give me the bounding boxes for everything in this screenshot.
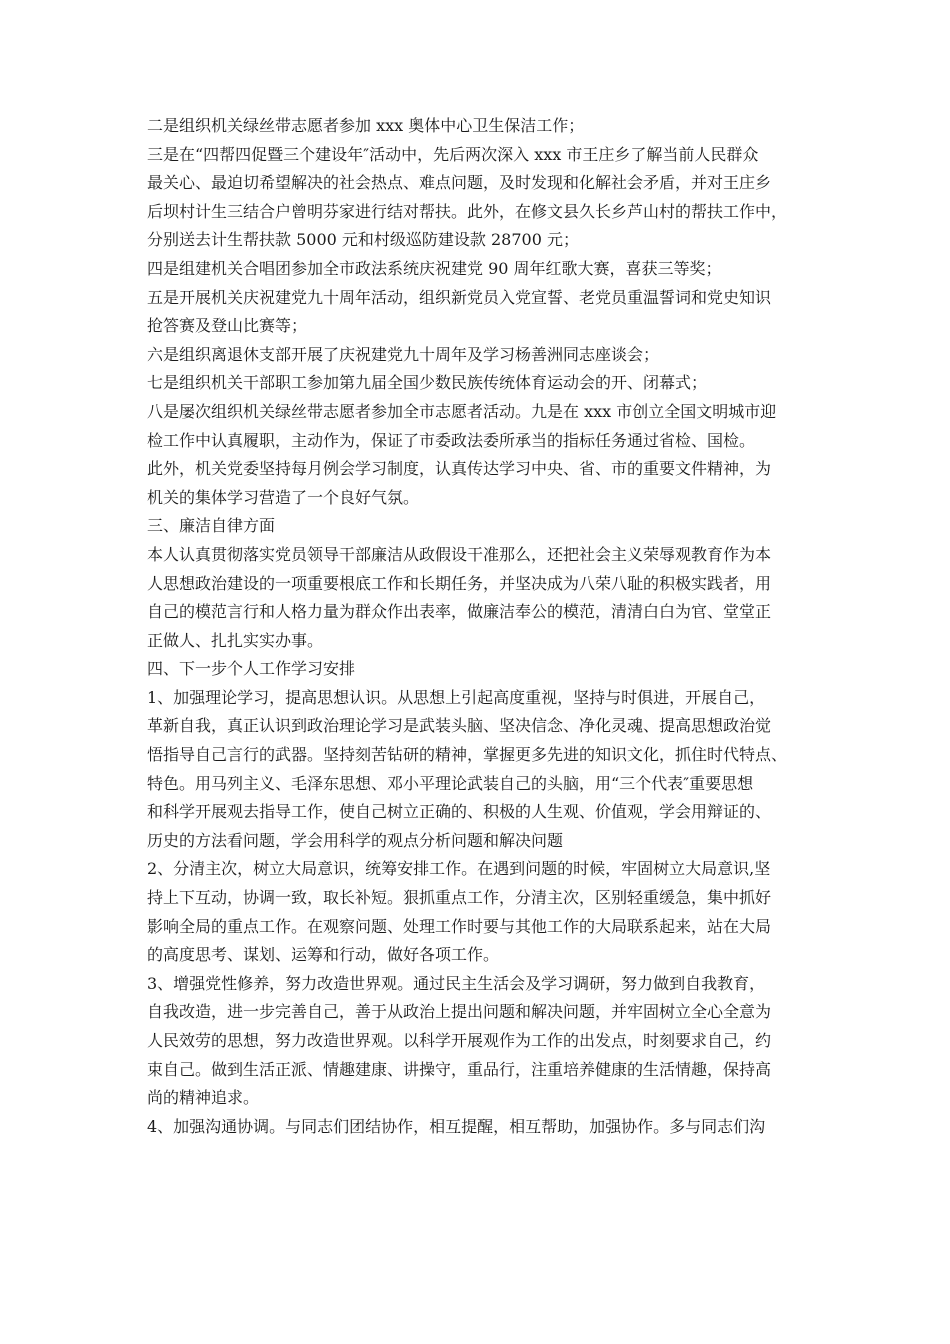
text-line: 自己的模范言行和人格力量为群众作出表率，做廉洁奉公的模范，清清白白为官、堂堂正 [147, 602, 772, 622]
text-line: 后坝村计生三结合户曾明芬家进行结对帮扶。此外，在修文县久长乡芦山村的帮扶工作中， [147, 201, 788, 221]
section-heading: 三、廉洁自律方面 [147, 516, 276, 536]
text-line: 本人认真贯彻落实党员领导干部廉洁从政假设干准那么，还把社会主义荣辱观教育作为本 [147, 544, 772, 564]
text-line: 特色。用马列主义、毛泽东思想、邓小平理论武装自己的头脑，用“三个代表″重要思想 [147, 773, 754, 793]
text-line: 五是开展机关庆祝建党九十周年活动，组织新党员入党宣誓、老党员重温誓词和党史知识 [147, 287, 772, 307]
text-line: 束自己。做到生活正派、情趣建康、讲操守，重品行，注重培养健康的生活情趣，保持高 [147, 1059, 772, 1079]
text-line: 此外，机关党委坚持每月例会学习制度，认真传达学习中央、省、市的重要文件精神，为 [147, 459, 772, 479]
text-line: 4、加强沟通协调。与同志们团结协作，相互提醒，相互帮助，加强协作。多与同志们沟 [147, 1116, 766, 1136]
text-line: 分别送去计生帮扶款 5000 元和村级巡防建设款 28700 元； [147, 230, 579, 250]
text-line: 四是组建机关合唱团参加全市政法系统庆祝建党 90 周年红歌大赛，喜获三等奖； [147, 258, 722, 278]
document-body [147, 112, 812, 1141]
text-line: 人思想政治建设的一项重要根底工作和长期任务，并坚决成为八荣八耻的积极实践者，用 [147, 573, 772, 593]
text-line: 八是屡次组织机关绿丝带志愿者参加全市志愿者活动。九是在 xxx 市创立全国文明城市迎 [147, 401, 777, 421]
text-line: 影响全局的重点工作。在观察问题、处理工作时要与其他工作的大局联系起来，站在大局 [147, 916, 772, 936]
text-line: 的高度思考、谋划、运筹和行动，做好各项工作。 [147, 945, 500, 965]
text-line: 机关的集体学习营造了一个良好气氛。 [147, 487, 420, 507]
text-line: 正做人、扎扎实实办事。 [147, 630, 324, 650]
text-line: 二是组织机关绿丝带志愿者参加 xxx 奥体中心卫生保洁工作； [147, 116, 585, 135]
text-line: 2、分清主次，树立大局意识，统筹安排工作。在遇到问题的时候，牢固树立大局意识,坚 [147, 859, 771, 879]
section-heading: 四、下一步个人工作学习安排 [147, 659, 356, 679]
text-line: 最关心、最迫切希望解决的社会热点、难点问题，及时发现和化解社会矛盾，并对王庄乡 [147, 173, 772, 193]
text-line: 七是组织机关干部职工参加第九届全国少数民族传统体育运动会的开、闭幕式； [147, 373, 708, 393]
text-line: 1、加强理论学习，提高思想认识。从思想上引起高度重视，坚持与时俱进，开展自己， [147, 687, 766, 707]
text-line: 检工作中认真履职，主动作为，保证了市委政法委所承当的指标任务通过省检、国检。 [147, 430, 756, 450]
text-line: 抢答赛及登山比赛等； [147, 316, 308, 336]
text-line: 3、增强党性修养，努力改造世界观。通过民主生活会及学习调研，努力做到自我教育， [147, 973, 766, 993]
text-line: 三是在“四帮四促暨三个建设年″活动中，先后两次深入 xxx 市王庄乡了解当前人民群众 [147, 144, 759, 164]
text-line: 悟指导自己言行的武器。坚持刻苦钻研的精神，掌握更多先进的知识文化，抓住时代特点、 [147, 745, 788, 765]
text-line: 人民效劳的思想，努力改造世界观。以科学开展观作为工作的出发点，时刻要求自己，约 [147, 1031, 772, 1050]
text-line: 历史的方法看问题，学会用科学的观点分析问题和解决问题 [147, 830, 564, 850]
text-line: 革新自我，真正认识到政治理论学习是武装头脑、坚决信念、净化灵魂、提高思想政治觉 [147, 716, 772, 736]
text-line: 尚的精神追求。 [147, 1088, 260, 1108]
text-line: 持上下互动，协调一致，取长补短。狠抓重点工作，分清主次，区别轻重缓急，集中抓好 [147, 888, 772, 908]
text-line: 自我改造，进一步完善自己，善于从政治上提出问题和解决问题，并牢固树立全心全意为 [147, 1002, 772, 1022]
text-line: 六是组织离退休支部开展了庆祝建党九十周年及学习杨善洲同志座谈会； [147, 344, 660, 364]
text-line: 和科学开展观去指导工作，使自己树立正确的、积极的人生观、价值观，学会用辩证的、 [147, 802, 772, 822]
